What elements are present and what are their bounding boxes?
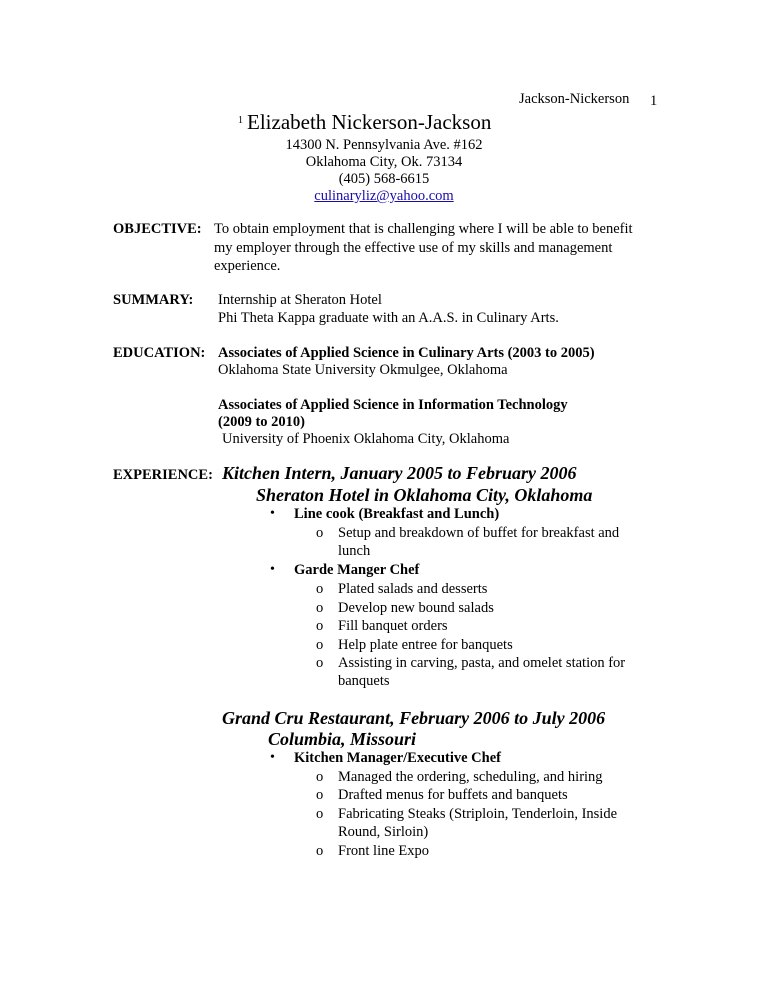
address-line1: 14300 N. Pennsylvania Ave. #162 bbox=[285, 137, 483, 153]
duty-item: lunch bbox=[338, 543, 371, 559]
duty-item: Fill banquet orders bbox=[338, 618, 448, 634]
sub-bullet-icon: o bbox=[316, 637, 324, 653]
degree-title: Associates of Applied Science in Culinary Arts (2003 to 2005) bbox=[218, 345, 595, 361]
duty-item: Front line Expo bbox=[338, 843, 430, 859]
job-title: Grand Cru Restaurant, February 2006 to July 2006 bbox=[222, 708, 606, 728]
job-location: Sheraton Hotel in Oklahoma City, Oklahoma bbox=[256, 485, 593, 505]
school-name: Oklahoma State University Okmulgee, Oklahoma bbox=[218, 362, 508, 378]
role-name: Kitchen Manager/Executive Chef bbox=[294, 750, 501, 766]
duty-item: Fabricating Steaks (Striploin, Tenderloin, Inside bbox=[338, 806, 618, 822]
duty-item: Help plate entree for banquets bbox=[338, 637, 513, 653]
address-line2: Oklahoma City, Ok. 73134 bbox=[305, 154, 463, 170]
objective-line: experience. bbox=[214, 258, 281, 274]
objective-label: OBJECTIVE: bbox=[113, 221, 202, 237]
footnote-mark: 1 bbox=[238, 115, 243, 126]
sub-bullet-icon: o bbox=[316, 843, 324, 859]
bullet-icon: • bbox=[270, 750, 275, 765]
duty-item: Managed the ordering, scheduling, and hiring bbox=[338, 769, 603, 785]
sub-bullet-icon: o bbox=[316, 769, 324, 785]
email-link[interactable]: culinaryliz@yahoo.com bbox=[314, 188, 454, 204]
degree-title: Associates of Applied Science in Information Technology bbox=[218, 397, 568, 413]
duty-item: Drafted menus for buffets and banquets bbox=[338, 787, 568, 803]
job-title: Kitchen Intern, January 2005 to February 2006 bbox=[222, 463, 577, 483]
sub-bullet-icon: o bbox=[316, 581, 324, 597]
sub-bullet-icon: o bbox=[316, 806, 324, 822]
duty-item: Round, Sirloin) bbox=[338, 824, 429, 840]
candidate-name: Elizabeth Nickerson-Jackson bbox=[247, 110, 492, 134]
sub-bullet-icon: o bbox=[316, 655, 324, 671]
bullet-icon: • bbox=[270, 506, 275, 521]
sub-bullet-icon: o bbox=[316, 787, 324, 803]
running-head: Jackson-Nickerson bbox=[519, 91, 630, 107]
sub-bullet-icon: o bbox=[316, 525, 324, 541]
sub-bullet-icon: o bbox=[316, 618, 324, 634]
job-location: Columbia, Missouri bbox=[268, 729, 417, 749]
degree-dates: (2009 to 2010) bbox=[218, 414, 305, 430]
role-name: Line cook (Breakfast and Lunch) bbox=[294, 506, 500, 522]
email-row bbox=[0, 187, 768, 205]
phone-number: (405) 568-6615 bbox=[338, 171, 430, 187]
experience-label: EXPERIENCE: bbox=[113, 467, 213, 483]
summary-label: SUMMARY: bbox=[113, 292, 194, 308]
duty-item: Plated salads and desserts bbox=[338, 581, 488, 597]
duty-item: Develop new bound salads bbox=[338, 600, 494, 616]
page-number: 1 bbox=[650, 93, 658, 109]
summary-line: Phi Theta Kappa graduate with an A.A.S. in Culinary Arts. bbox=[218, 310, 559, 326]
sub-bullet-icon: o bbox=[316, 600, 324, 616]
duty-item: banquets bbox=[338, 673, 390, 689]
role-name: Garde Manger Chef bbox=[294, 562, 420, 578]
school-name: University of Phoenix Oklahoma City, Oklahoma bbox=[222, 431, 510, 447]
duty-item: Setup and breakdown of buffet for breakfast and bbox=[338, 525, 620, 541]
education-label: EDUCATION: bbox=[113, 345, 206, 361]
duty-item: Assisting in carving, pasta, and omelet station for bbox=[338, 655, 626, 671]
bullet-icon: • bbox=[270, 562, 275, 577]
summary-line: Internship at Sheraton Hotel bbox=[218, 292, 382, 308]
objective-line: To obtain employment that is challenging where I will be able to benefit bbox=[214, 221, 633, 237]
objective-line: my employer through the effective use of my skills and management bbox=[214, 240, 613, 256]
